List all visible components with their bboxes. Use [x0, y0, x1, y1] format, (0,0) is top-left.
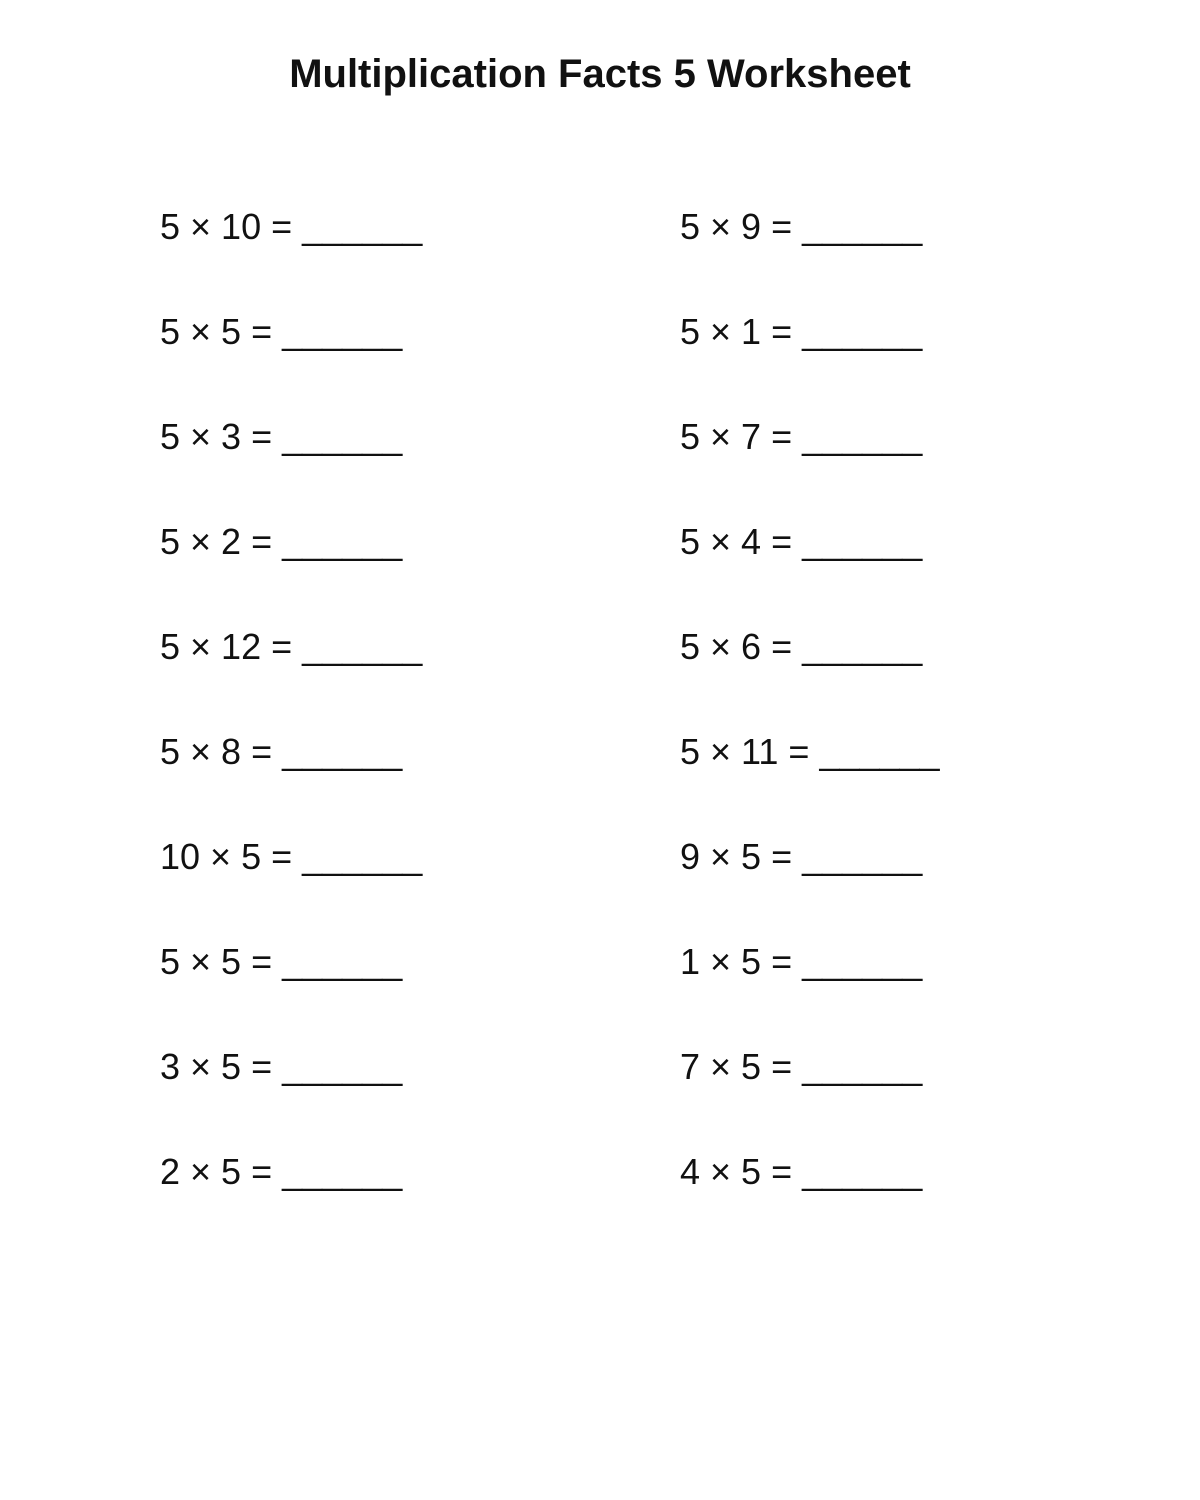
problem-8: 5 × 4 = ______ [680, 521, 923, 562]
problem-1: 5 × 10 = ______ [160, 206, 423, 247]
problem-20: 4 × 5 = ______ [680, 1151, 923, 1192]
problem-5: 5 × 3 = ______ [160, 416, 403, 457]
problem-12: 5 × 11 = ______ [680, 731, 940, 772]
problem-14: 9 × 5 = ______ [680, 836, 923, 877]
problem-18: 7 × 5 = ______ [680, 1046, 923, 1087]
problem-6: 5 × 7 = ______ [680, 416, 923, 457]
problem-19: 2 × 5 = ______ [160, 1151, 403, 1192]
problem-15: 5 × 5 = ______ [160, 941, 403, 982]
problem-11: 5 × 8 = ______ [160, 731, 403, 772]
problem-4: 5 × 1 = ______ [680, 311, 923, 352]
problem-10: 5 × 6 = ______ [680, 626, 923, 667]
problem-2: 5 × 9 = ______ [680, 206, 923, 247]
problem-grid [160, 205, 1060, 1255]
problem-13: 10 × 5 = ______ [160, 836, 423, 877]
problem-16: 1 × 5 = ______ [680, 941, 923, 982]
problem-7: 5 × 2 = ______ [160, 521, 403, 562]
problem-3: 5 × 5 = ______ [160, 311, 403, 352]
worksheet-title: Multiplication Facts 5 Worksheet [289, 52, 911, 96]
problem-17: 3 × 5 = ______ [160, 1046, 403, 1087]
problem-9: 5 × 12 = ______ [160, 626, 423, 667]
